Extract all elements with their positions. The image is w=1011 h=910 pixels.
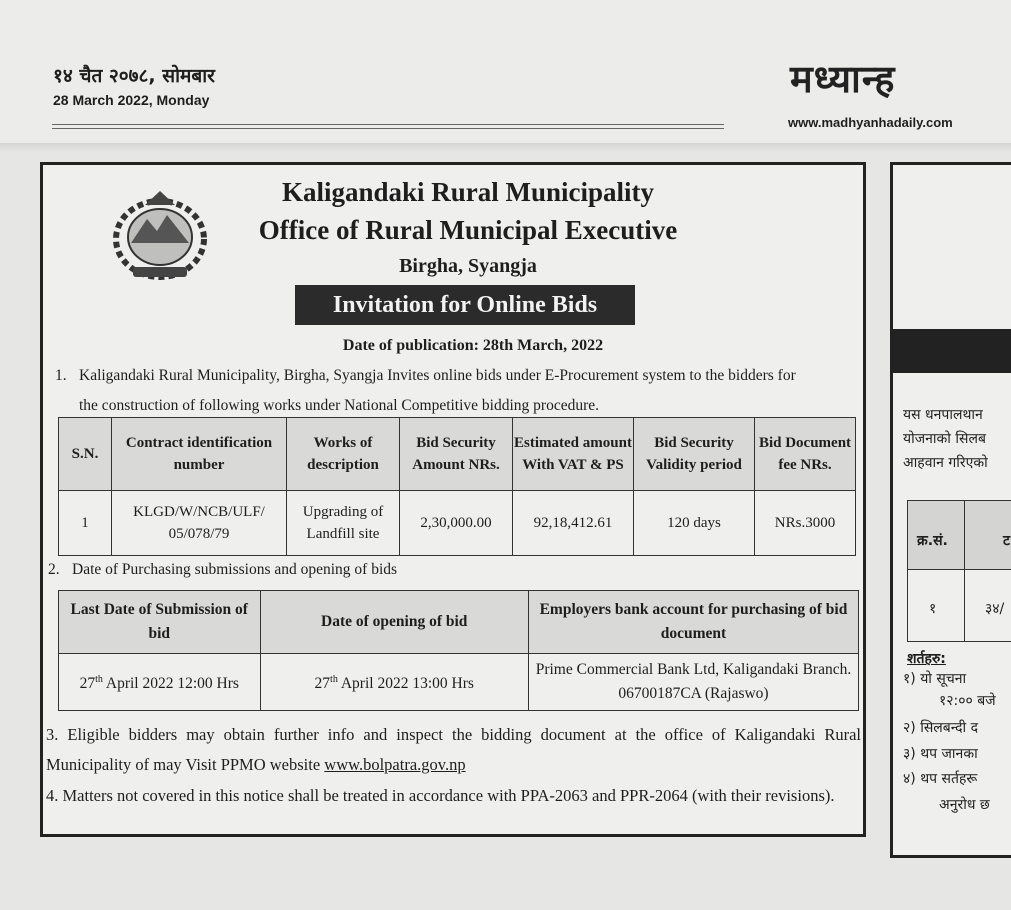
table-header-row bbox=[59, 418, 856, 491]
adjacent-line: यस धनपालथान bbox=[903, 407, 983, 423]
nepali-date: १४ चैत २०७८, सोमबार bbox=[53, 65, 215, 87]
header-rule bbox=[52, 124, 724, 129]
english-date: 28 March 2022, Monday bbox=[53, 92, 210, 108]
dates-table bbox=[58, 590, 859, 711]
paragraph-4 bbox=[46, 783, 861, 809]
adjacent-col-header: क्र.सं. bbox=[917, 533, 948, 549]
para-number: 3. bbox=[46, 725, 59, 744]
table-cell: KLGD/W/NCB/ULF/ 05/078/79 bbox=[112, 491, 287, 556]
ordinal: th bbox=[95, 673, 103, 685]
col-header: S.N. bbox=[59, 418, 112, 491]
date-rest: April 2022 13:00 Hrs bbox=[337, 675, 474, 693]
publication-date: Date of publication: 28th March, 2022 bbox=[342, 337, 604, 354]
adjacent-cell: ३४/ bbox=[985, 601, 1005, 617]
municipality-name: Kaligandaki Rural Municipality bbox=[281, 177, 655, 207]
adjacent-heading-band bbox=[893, 329, 1011, 373]
col-header: Date of opening of bid bbox=[260, 591, 528, 654]
col-header: Employers bank account for purchasing of bid document bbox=[528, 591, 858, 654]
office-location: Birgha, Syangja bbox=[399, 255, 537, 277]
col-header: Contract identification number bbox=[112, 418, 287, 491]
paragraph-1 bbox=[55, 361, 865, 421]
page-fold bbox=[0, 143, 1011, 151]
col-header: Bid Security Validity period bbox=[634, 418, 755, 491]
adjacent-term: १) यो सूचना bbox=[903, 671, 967, 687]
col-header: Estimated amount With VAT & PS bbox=[513, 418, 634, 491]
adjacent-cell: १ bbox=[929, 601, 937, 617]
para3-text: Eligible bidders may obtain further info and inspect the bidding document at the office of Kaligandaki Rural Municipality of may Visit PPMO website bbox=[46, 725, 861, 774]
para-number: 2. bbox=[48, 561, 60, 578]
adjacent-term: ३) थप जानका bbox=[903, 746, 978, 762]
ordinal: th bbox=[330, 673, 338, 685]
adjacent-line: योजनाको सिलब bbox=[903, 431, 986, 447]
works-table bbox=[58, 417, 856, 556]
para1-line2: the construction of following works under National Competitive bidding procedure. bbox=[79, 397, 599, 414]
col-header: Bid Document fee NRs. bbox=[755, 418, 856, 491]
office-name: Office of Rural Municipal Executive bbox=[258, 215, 678, 245]
bid-notice bbox=[40, 162, 866, 837]
para4-text: Matters not covered in this notice shall be treated in accordance with PPA-2063 and PPR-2064 (with their revisions). bbox=[62, 786, 835, 805]
adjacent-line: आहवान गरिएको bbox=[903, 455, 988, 471]
col-header: Works of description bbox=[287, 418, 400, 491]
adjacent-terms-heading: शर्तहरु: bbox=[907, 651, 946, 667]
adjacent-notice bbox=[890, 162, 1011, 858]
adjacent-term: १२:०० बजे bbox=[939, 693, 996, 709]
paragraph-2 bbox=[48, 561, 397, 579]
notice-heading: Invitation for Online Bids bbox=[295, 285, 635, 325]
table-cell: 1 bbox=[59, 491, 112, 556]
para2-text: Date of Purchasing submissions and opening of bids bbox=[72, 561, 398, 578]
day: 27 bbox=[79, 675, 96, 693]
opening-date bbox=[260, 654, 528, 711]
date-rest: April 2022 12:00 Hrs bbox=[102, 675, 239, 693]
table-cell: NRs.3000 bbox=[755, 491, 856, 556]
col-header: Last Date of Submission of bid bbox=[59, 591, 261, 654]
day: 27 bbox=[314, 675, 331, 693]
col-header: Bid Security Amount NRs. bbox=[400, 418, 513, 491]
table-cell: 120 days bbox=[634, 491, 755, 556]
submission-date bbox=[59, 654, 261, 711]
adjacent-col-header: ट bbox=[1003, 533, 1011, 549]
para1-line1: Kaligandaki Rural Municipality, Birgha, Syangja Invites online bids under E-Procurement system to the bidders for bbox=[79, 367, 796, 384]
adjacent-term: ४) थप सर्तहरू bbox=[903, 771, 978, 787]
table-header-row bbox=[59, 591, 859, 654]
table-row bbox=[59, 491, 856, 556]
table-cell: 2,30,000.00 bbox=[400, 491, 513, 556]
newspaper-masthead: मध्यान्ह bbox=[790, 57, 896, 101]
newspaper-website: www.madhyanhadaily.com bbox=[788, 115, 953, 130]
adjacent-table bbox=[907, 500, 1011, 642]
adjacent-table-divider bbox=[964, 501, 965, 641]
ppmo-website-link[interactable]: www.bolpatra.gov.np bbox=[324, 755, 466, 774]
bank-account: Prime Commercial Bank Ltd, Kaligandaki Branch. 06700187CA (Rajaswo) bbox=[528, 654, 858, 711]
adjacent-term: अनुरोध छ bbox=[939, 797, 990, 813]
table-row bbox=[59, 654, 859, 711]
para-number: 4. bbox=[46, 786, 59, 805]
adjacent-term: २) सिलबन्दी द bbox=[903, 720, 979, 736]
table-cell: Upgrading of Landfill site bbox=[287, 491, 400, 556]
para-number: 1. bbox=[55, 367, 67, 384]
paragraph-3 bbox=[46, 720, 861, 780]
table-cell: 92,18,412.61 bbox=[513, 491, 634, 556]
